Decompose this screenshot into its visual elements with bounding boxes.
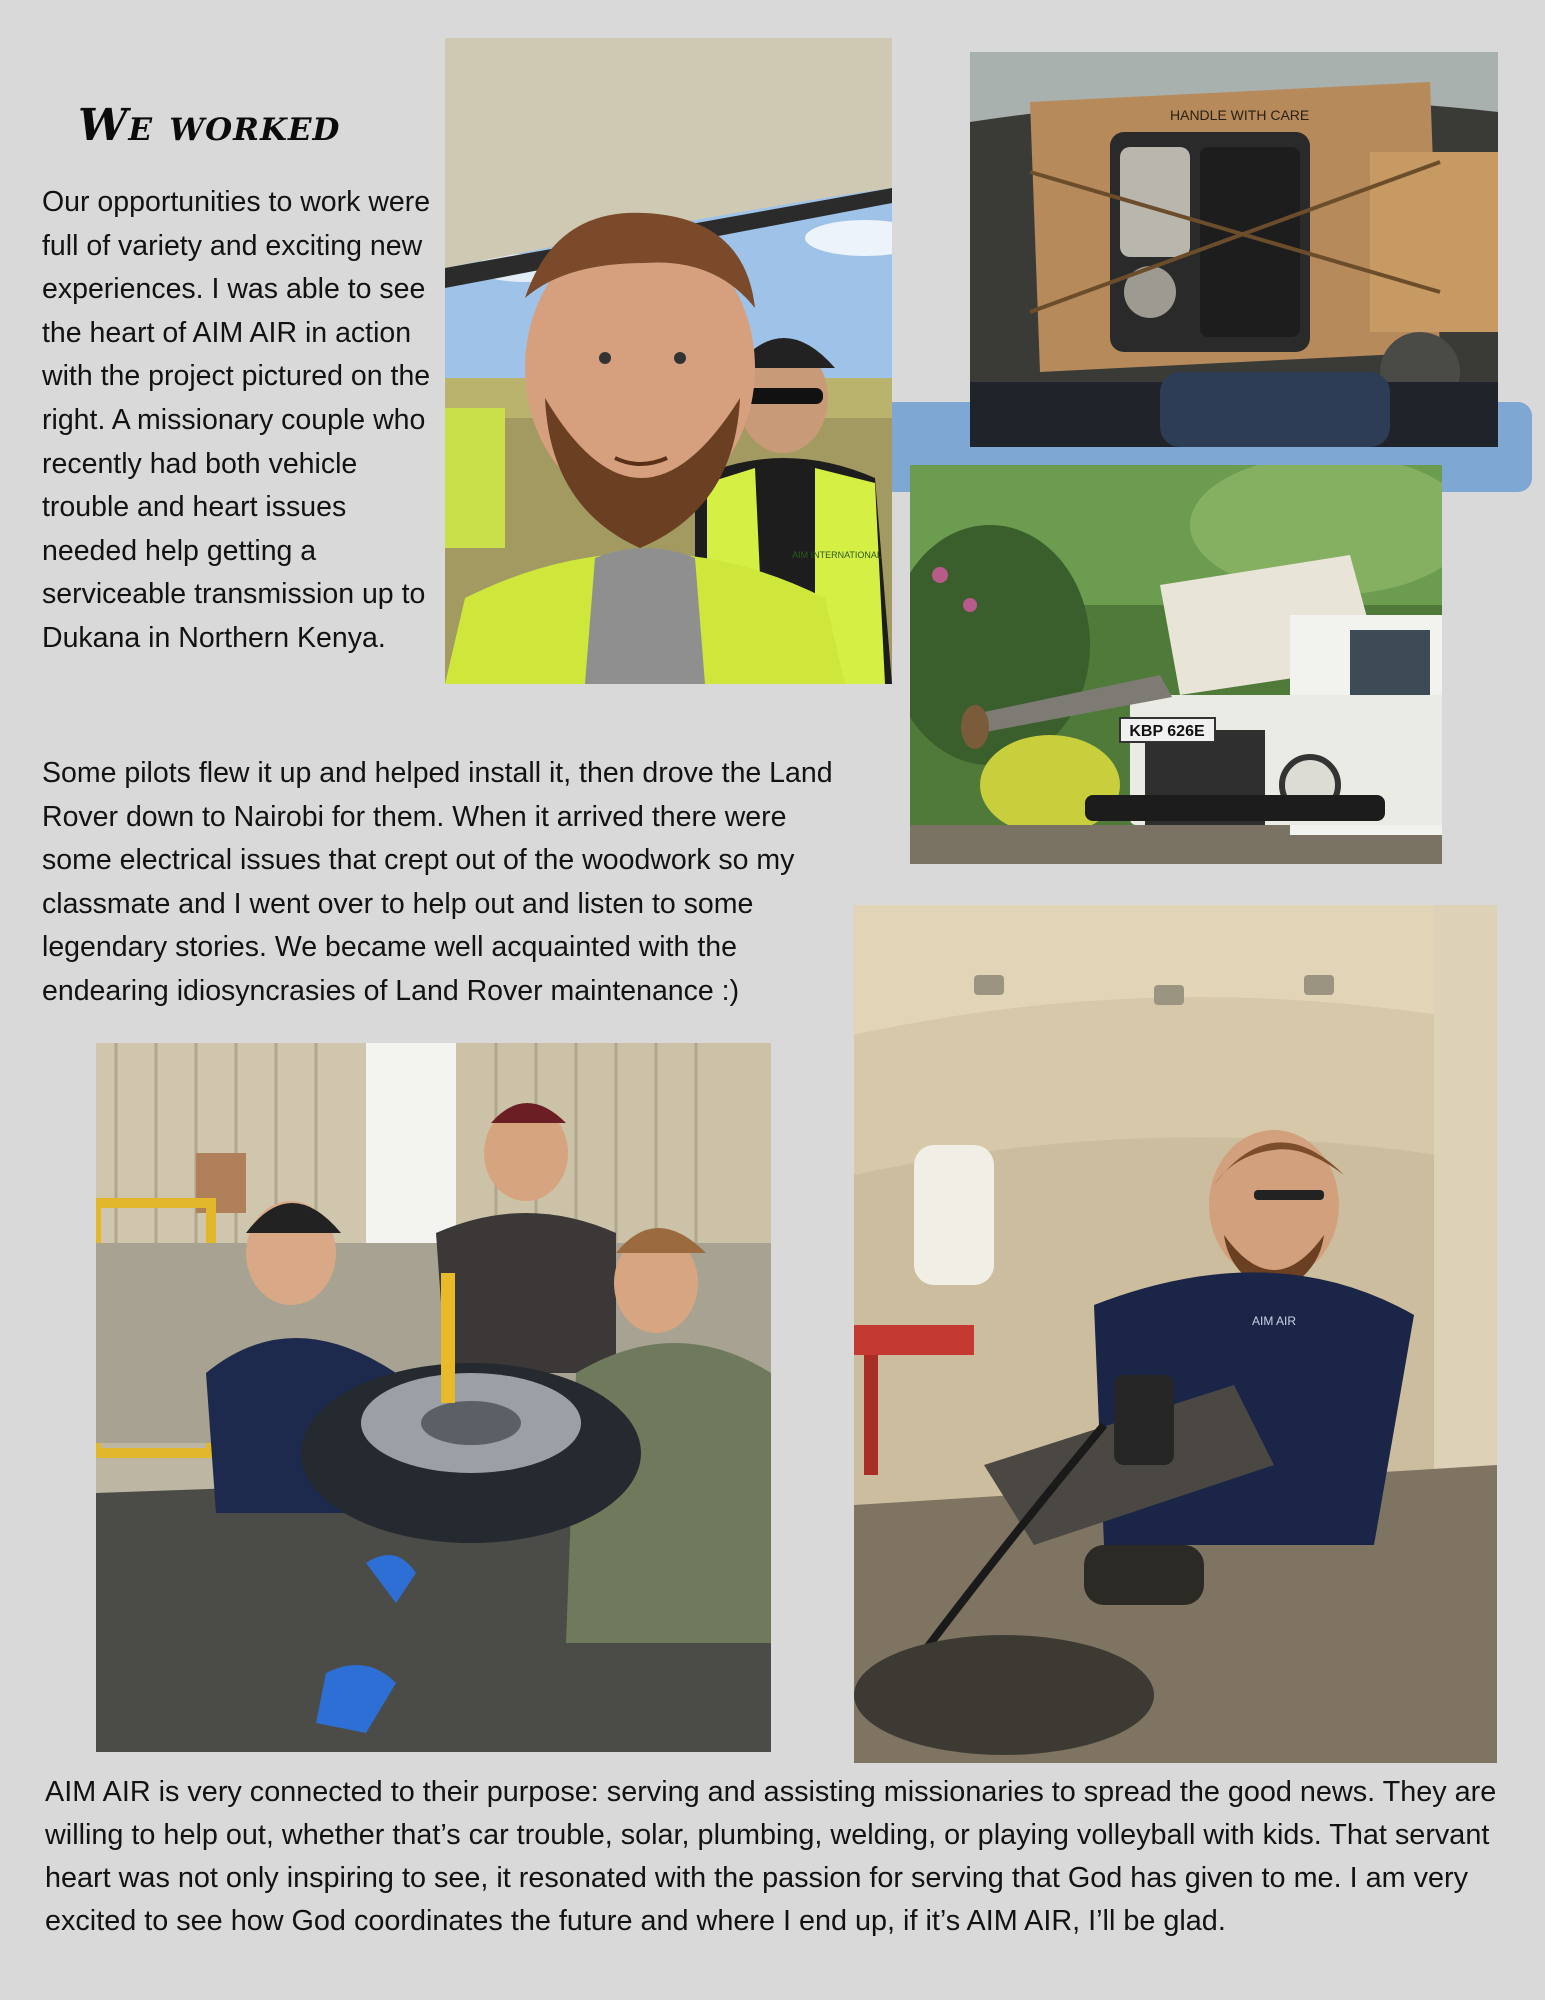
shirt-text: AIM AIR bbox=[1251, 1314, 1297, 1328]
story-paragraph: Some pilots flew it up and helped install it, then drove the Land Rover down to Nairobi for them. When it arrived there were some electrical issues that crept out of the woodwork so my classmate and I went over to help out and listen to some legendary stories. We became well acquainted with the endearing idiosyncrasies of Land Rover maintenance :) bbox=[42, 757, 833, 1007]
wheel-repair-photo bbox=[96, 1043, 771, 1752]
vest-text: AIM INTERNATIONAL bbox=[792, 550, 882, 560]
land-rover-photo bbox=[910, 465, 1442, 864]
page-title: We worked bbox=[78, 100, 341, 151]
cabin-work-photo bbox=[854, 905, 1497, 1763]
selfie-photo bbox=[445, 38, 892, 684]
transmission-photo bbox=[970, 52, 1498, 447]
closing-paragraph: AIM AIR is very connected to their purpose: serving and assisting missionaries to spread the good news. They are willing to help out, whether that’s car trouble, solar, plumbing, welding, or playing volleyball with kids. That servant heart was not only inspiring to see, it resonated with the passion for serving that God has given to me. I am very excited to see how God coordinates the future and where I end up, if it’s AIM AIR, I’ll be glad. bbox=[45, 1776, 1497, 1937]
box-text: HANDLE WITH CARE bbox=[1170, 107, 1310, 123]
plate-text: KBP 626E bbox=[1129, 723, 1205, 740]
intro-paragraph: Our opportunities to work were full of variety and exciting new experiences. I was able to see the heart of AIM AIR in action with the project pictured on the right. A missionary couple who recently had both vehicle trouble and heart issues needed help getting a serviceable transmission up to Dukana in Northern Kenya. bbox=[42, 186, 431, 654]
